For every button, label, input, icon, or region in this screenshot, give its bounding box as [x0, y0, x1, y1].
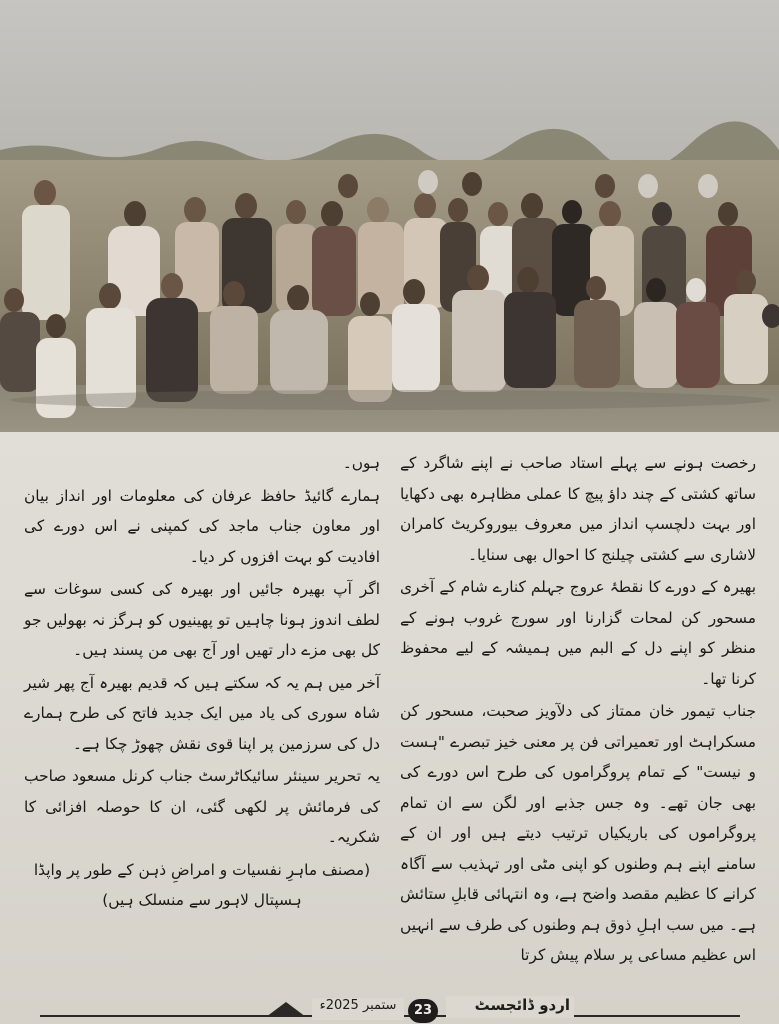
paragraph: جناب تیمور خان ممتاز کی دلآویز صحبت، مسحور کن مسکراہٹ اور تعمیراتی فن پر معنی خیز تبصرے "ہست و نیست" کے تمام پروگراموں کی طرح اس دورے کی بھی جان تھے۔ وہ جس جذبے اور لگن سے ان تمام پروگراموں کی باریکیاں ترتیب دیتے ہیں اور ان کے سامنے اپنے ہم وطنوں کو اپنی مٹی اور تہذیب سے آگاہ کرانے کا عظیم مقصد واضح ہے، وہ انتہائی قابلِ ستائش ہے۔ میں سب اہلِ ذوق ہم وطنوں کی طرف سے انہیں اس عظیم مساعی پر سلام پیش کرتا	[400, 702, 756, 964]
article-column-left	[24, 448, 380, 918]
paragraph: ہوں۔	[342, 454, 380, 472]
group-photo-illustration	[0, 0, 779, 432]
paragraph: بھیرہ کے دورے کا نقطۂ عروج جہلم کنارے شام کے آخری مسحور کن لمحات گزارنا اور سورج غروب ہونے کے منظر کو اپنے دل کے البم میں ہمیشہ کے لیے محفوظ کرنا تھا۔	[400, 578, 756, 688]
magazine-name: اردو ڈائجسٹ	[446, 996, 574, 1018]
paragraph: آخر میں ہم یہ کہ سکتے ہیں کہ قدیم بھیرہ آج پھر شیر شاہ سوری کی یاد میں ایک جدید فاتح کی طرح ہمارے دل کی سرزمین پر اپنا قوی نقش چھوڑ چکا ہے۔	[24, 673, 380, 753]
page-number: 23	[408, 999, 438, 1023]
page-footer	[0, 996, 779, 1024]
paragraph: ہمارے گائیڈ حافظ عرفان کی معلومات اور انداز بیان اور معاون جناب ماجد کی کمپنی نے اس دورے کی افادیت کو بہت افزوں کر دیا۔	[24, 486, 380, 566]
author-note: (مصنف ماہرِ نفسیات و امراضِ ذہن کے طور پر واپڈا ہسپتال لاہور سے منسلک ہیں)	[33, 860, 371, 909]
footer-ornament-icon	[266, 1000, 306, 1018]
issue-date: ستمبر 2025ء	[312, 998, 404, 1020]
paragraph: رخصت ہونے سے پہلے استاد صاحب نے اپنے شاگرد کے ساتھ کشتی کے چند داؤ پیچ کا عملی مظاہرہ بھی دکھایا اور بہت دلچسپ انداز میں معروف بیوروکریٹ کامران لاشاری سے کشتی چیلنج کا احوال بھی سنایا۔	[400, 454, 756, 564]
article-column-right	[400, 448, 756, 973]
paragraph: اگر آپ بھیرہ جائیں اور بھیرہ کی کسی سوغات سے لطف اندوز ہونا چاہیں تو پھینیوں کو ہرگز نہ بھولیں جو کل بھی مزے دار تھیں اور آج بھی من پسند ہیں۔	[24, 580, 380, 659]
paragraph: یہ تحریر سینئر سائیکاٹرسٹ جناب کرنل مسعود صاحب کی فرمائش پر لکھی گئی، ان کا حوصلہ افزائی کا شکریہ۔	[24, 767, 380, 846]
group-photo	[0, 0, 779, 432]
